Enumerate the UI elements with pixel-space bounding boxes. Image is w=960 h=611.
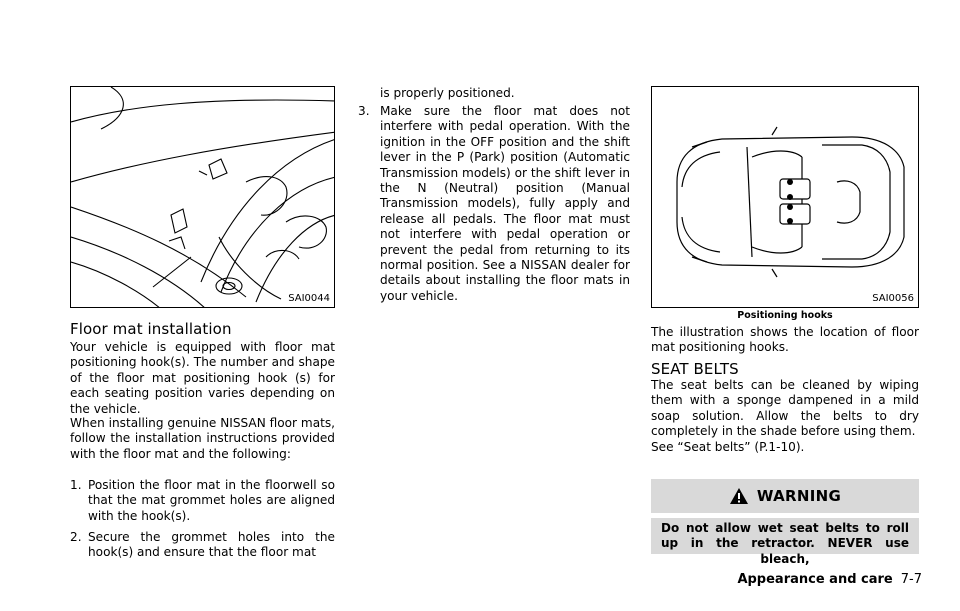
- floor-hook-drawing: [71, 87, 335, 308]
- floor-mat-genuine: When installing genuine NISSAN floor mats, follow the installation instructions provided with the floor mat and the following:: [70, 416, 335, 461]
- page-number: 7-7: [900, 572, 922, 587]
- footer-section: Appearance and care: [737, 572, 893, 587]
- seat-belts-see-ref: See “Seat belts” (P.1-10).: [651, 440, 805, 454]
- step-number: 1.: [70, 478, 82, 492]
- step-text: is properly positioned.: [380, 86, 515, 100]
- figure-caption: Positioning hooks: [737, 310, 833, 321]
- step-2: [70, 530, 335, 561]
- warning-text: Do not allow wet seat belts to roll up in the retractor. NEVER use bleach,: [651, 518, 919, 554]
- floor-mat-heading: Floor mat installation: [70, 320, 232, 338]
- figure-code: SAI0044: [288, 293, 330, 304]
- floor-hook-illustration: [70, 86, 335, 308]
- floor-mat-intro: Your vehicle is equipped with floor mat positioning hook(s). The number and shape of the floor mat positioning hook (s) for each seating position varies depending on the vehicle.: [70, 340, 335, 416]
- step-text: Make sure the floor mat does not interfere with pedal operation. With the ignition in the OFF position and the shift lever in the P (Park) position (Automatic Transmission models) or the shift lever in the N (Neutral) position (Manual Transmission models), fully apply and release all pedals. The floor mat must not interfere with pedal operation or prevent the pedal from returning to its normal position. See a NISSAN dealer for details about installing the floor mats in your vehicle.: [380, 104, 630, 303]
- seat-belts-heading: SEAT BELTS: [651, 360, 739, 378]
- step-1: [70, 478, 335, 524]
- step-2-continued: [358, 86, 630, 101]
- step-text: Secure the grommet holes into the hook(s) and ensure that the floor mat: [88, 530, 335, 560]
- page-footer: [737, 572, 922, 587]
- car-topview-drawing: [652, 87, 919, 308]
- figure-code: SAI0056: [872, 293, 914, 304]
- step-3: [358, 104, 630, 304]
- illustration-text: The illustration shows the location of floor mat positioning hooks.: [651, 325, 919, 355]
- positioning-hooks-illustration: [651, 86, 919, 308]
- seat-belts-body: The seat belts can be cleaned by wiping them with a sponge dampened in a mild soap solution. Allow the belts to dry completely in the shade before using them.: [651, 378, 919, 439]
- step-text: Position the floor mat in the floorwell so that the mat grommet holes are aligned with the hook(s).: [88, 478, 335, 523]
- warning-header: [651, 479, 919, 513]
- warning-label: WARNING: [756, 487, 842, 505]
- warning-icon: [729, 487, 749, 505]
- step-number: 3.: [358, 104, 370, 118]
- step-number: 2.: [70, 530, 82, 544]
